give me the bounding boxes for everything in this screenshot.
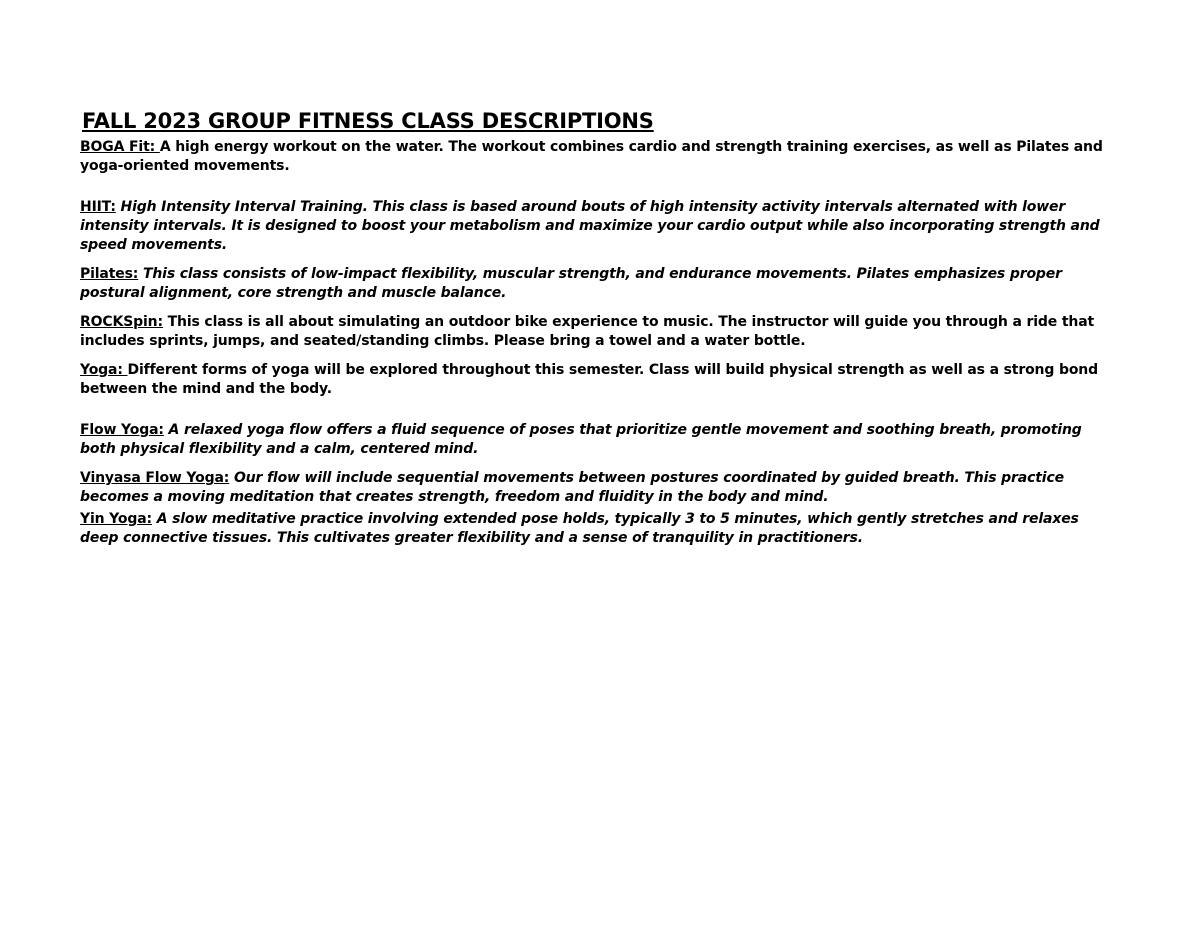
class-label: Yoga: — [80, 362, 128, 378]
class-label: BOGA Fit: — [80, 139, 160, 155]
class-label: Pilates: — [80, 266, 139, 282]
class-entry-yin-yoga — [80, 510, 1120, 548]
class-label: Vinyasa Flow Yoga: — [80, 470, 230, 486]
class-description: A slow meditative practice involving extended pose holds, typically 3 to 5 minutes, which gently stretches and relaxes deep connective tissues. This cultivates greater flexibility and a sense of tranquility in practitioners. — [80, 511, 1079, 546]
class-entry-vinyasa-flow-yoga — [80, 469, 1120, 507]
class-description: High Intensity Interval Training. This class is based around bouts of high intensity activity intervals alternated with lower intensity intervals. It is designed to boost your metabolism and maximize your cardio output while also incorporating strength and speed movements. — [80, 199, 1100, 253]
class-label: Flow Yoga: — [80, 422, 164, 438]
class-entry-flow-yoga — [80, 421, 1120, 459]
class-description: This class is all about simulating an outdoor bike experience to music. The instructor will guide you through a ride that includes sprints, jumps, and seated/standing climbs. Please bring a towel and a water bottle. — [80, 314, 1095, 349]
class-entry-pilates — [80, 265, 1120, 303]
class-entry-yoga — [80, 361, 1120, 399]
class-description: Different forms of yoga will be explored throughout this semester. Class will build physical strength as well as a strong bond between the mind and the body. — [80, 362, 1098, 397]
class-label: HIIT: — [80, 199, 116, 215]
class-entry-rockspin — [80, 313, 1120, 351]
class-entry-boga-fit — [80, 138, 1120, 176]
class-label: Yin Yoga: — [80, 511, 152, 527]
class-description: A high energy workout on the water. The workout combines cardio and strength training exercises, as well as Pilates and yoga-oriented movements. — [80, 139, 1103, 174]
class-description: Our flow will include sequential movements between postures coordinated by guided breath. This practice becomes a moving meditation that creates strength, freedom and fluidity in the body and mind. — [80, 470, 1064, 505]
class-entry-hiit — [80, 198, 1120, 255]
page-title: FALL 2023 GROUP FITNESS CLASS DESCRIPTIONS — [82, 109, 654, 133]
class-label: ROCKSpin: — [80, 314, 163, 330]
class-description: This class consists of low-impact flexibility, muscular strength, and endurance movements. Pilates emphasizes proper postural alignment, core strength and muscle balance. — [80, 266, 1062, 301]
class-description: A relaxed yoga flow offers a fluid sequence of poses that prioritize gentle movement and soothing breath, promoting both physical flexibility and a calm, centered mind. — [80, 422, 1082, 457]
document-page — [80, 108, 1120, 548]
